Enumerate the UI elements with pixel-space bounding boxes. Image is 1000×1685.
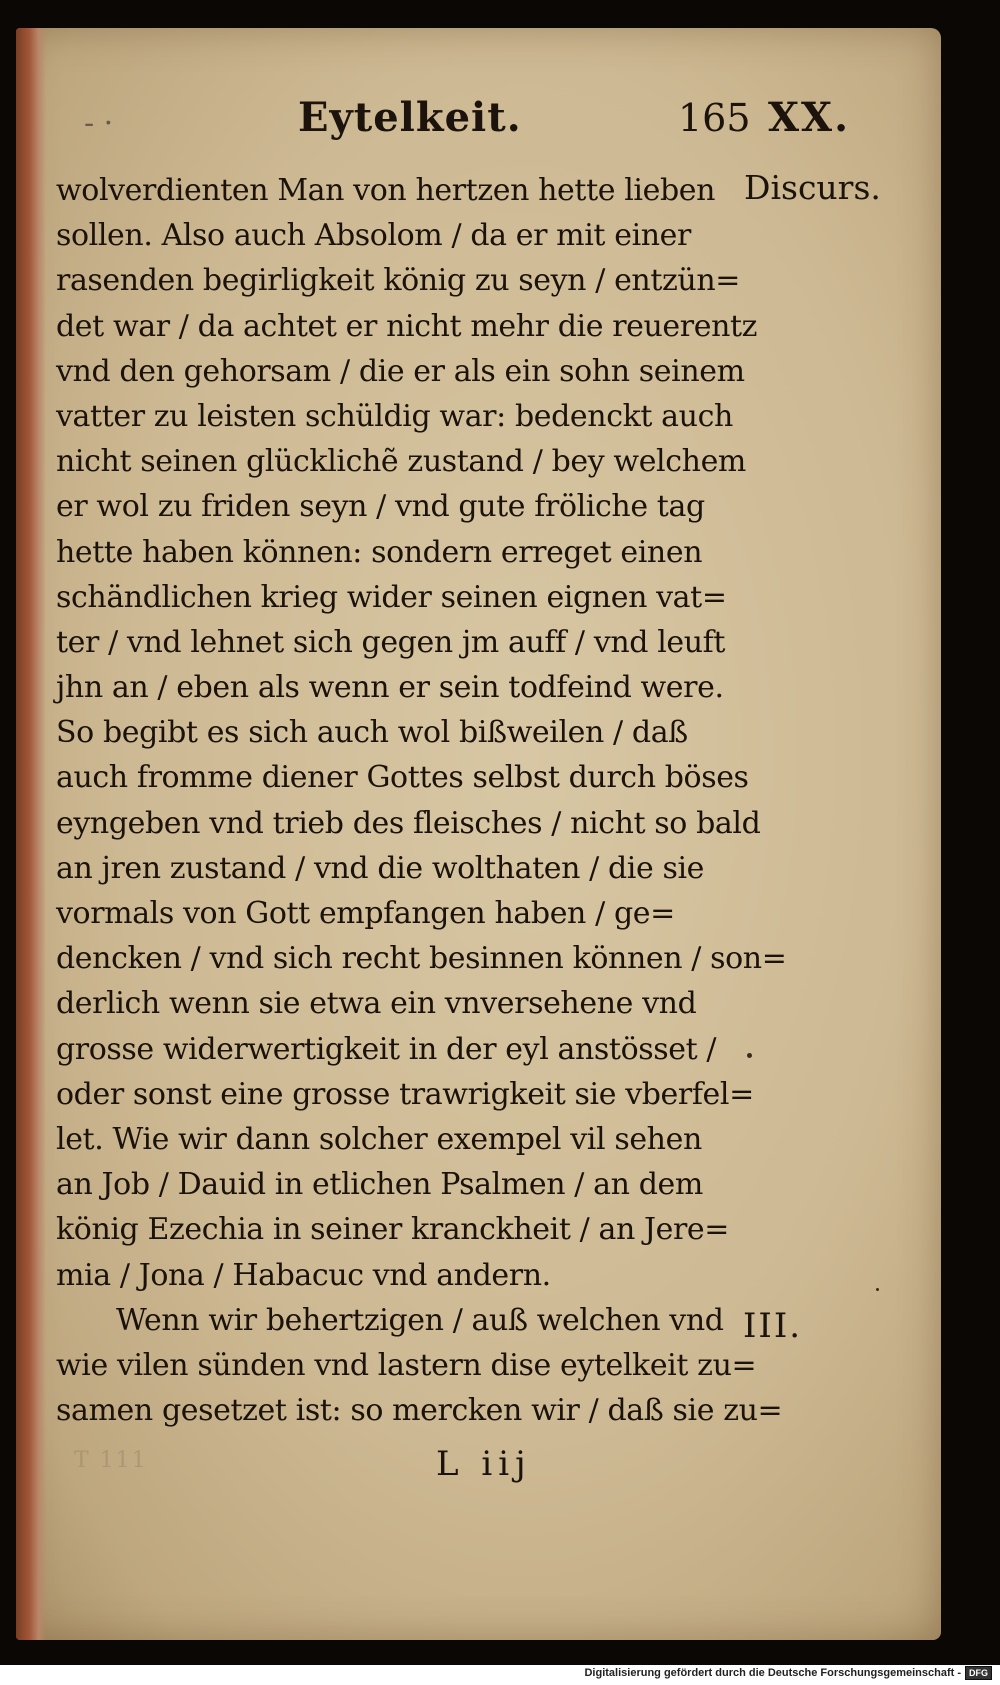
text-line: let. Wie wir dann solcher exempel vil sehen	[56, 1121, 702, 1157]
text-line: nicht seinen glücklichẽ zustand / bey welchem	[56, 444, 746, 480]
text-line: hette haben können: sondern erreget einen	[56, 534, 703, 570]
text-line: derlich wenn sie etwa ein vnversehene vnd	[56, 986, 697, 1022]
text-line: auch fromme diener Gottes selbst durch böses	[56, 760, 749, 796]
text-line: oder sonst eine grosse trawrigkeit sie vberfel=	[56, 1076, 754, 1112]
margin-note-discurs: Discurs.	[744, 168, 881, 207]
digitization-footer	[584, 1665, 992, 1681]
text-line: So begibt es sich auch wol bißweilen / daß	[56, 715, 688, 751]
text-line: an jren zustand / vnd die wolthaten / die sie	[56, 850, 705, 886]
ink-speck	[876, 1288, 879, 1291]
book-page	[16, 28, 941, 1640]
running-header	[56, 86, 856, 146]
text-line: sollen. Also auch Absolom / da er mit einer	[56, 218, 691, 254]
chapter-number: XX.	[768, 94, 850, 141]
signature-mark: L iij	[436, 1444, 532, 1484]
text-line: vatter zu leisten schüldig war: bedenckt auch	[56, 398, 733, 434]
text-line: er wol zu friden seyn / vnd gute fröliche tag	[56, 489, 705, 525]
text-line: könig Ezechia in seiner kranckheit / an Jere=	[56, 1212, 730, 1248]
header-marks: - ·	[84, 106, 114, 141]
text-line: samen gesetzet ist: so mercken wir / daß sie zu=	[56, 1393, 783, 1429]
text-line: ter / vnd lehnet sich gegen jm auff / vnd leuft	[56, 624, 726, 660]
text-line: Wenn wir behertzigen / auß welchen vnd	[116, 1302, 724, 1338]
text-line: mia / Jona / Habacuc vnd andern.	[56, 1257, 551, 1293]
text-line: grosse widerwertigkeit in der eyl anstösset /	[56, 1031, 717, 1067]
running-title: Eytelkeit.	[298, 94, 522, 141]
ink-speck	[747, 1053, 752, 1058]
faded-bleed-through-text: T 111	[74, 1448, 148, 1473]
page-number: 165	[678, 96, 751, 140]
text-line: dencken / vnd sich recht besinnen können / son=	[56, 941, 787, 977]
text-line: rasenden begirligkeit könig zu seyn / entzün=	[56, 263, 740, 299]
text-line: schändlichen krieg wider seinen eignen vat=	[56, 579, 727, 615]
text-line: vormals von Gott empfangen haben / ge=	[56, 896, 675, 931]
text-line: an Job / Dauid in etlichen Psalmen / an dem	[56, 1167, 703, 1203]
dfg-logo: DFG	[965, 1666, 992, 1680]
text-line: jhn an / eben als wenn er sein todfeind were.	[56, 670, 724, 706]
text-line: vnd den gehorsam / die er als ein sohn seinem	[56, 353, 745, 389]
text-line: det war / da achtet er nicht mehr die reuerentz	[56, 308, 758, 344]
text-line: eyngeben vnd trieb des fleisches / nicht so bald	[56, 805, 761, 841]
text-line: wie vilen sünden vnd lastern dise eytelkeit zu=	[56, 1347, 757, 1383]
text-line: wolverdienten Man von hertzen hette lieben	[56, 173, 716, 208]
binding-edge	[16, 28, 46, 1640]
footer-credit: Digitalisierung gefördert durch die Deutsche Forschungsgemeinschaft -	[584, 1667, 961, 1679]
margin-note-section: III.	[743, 1306, 803, 1346]
